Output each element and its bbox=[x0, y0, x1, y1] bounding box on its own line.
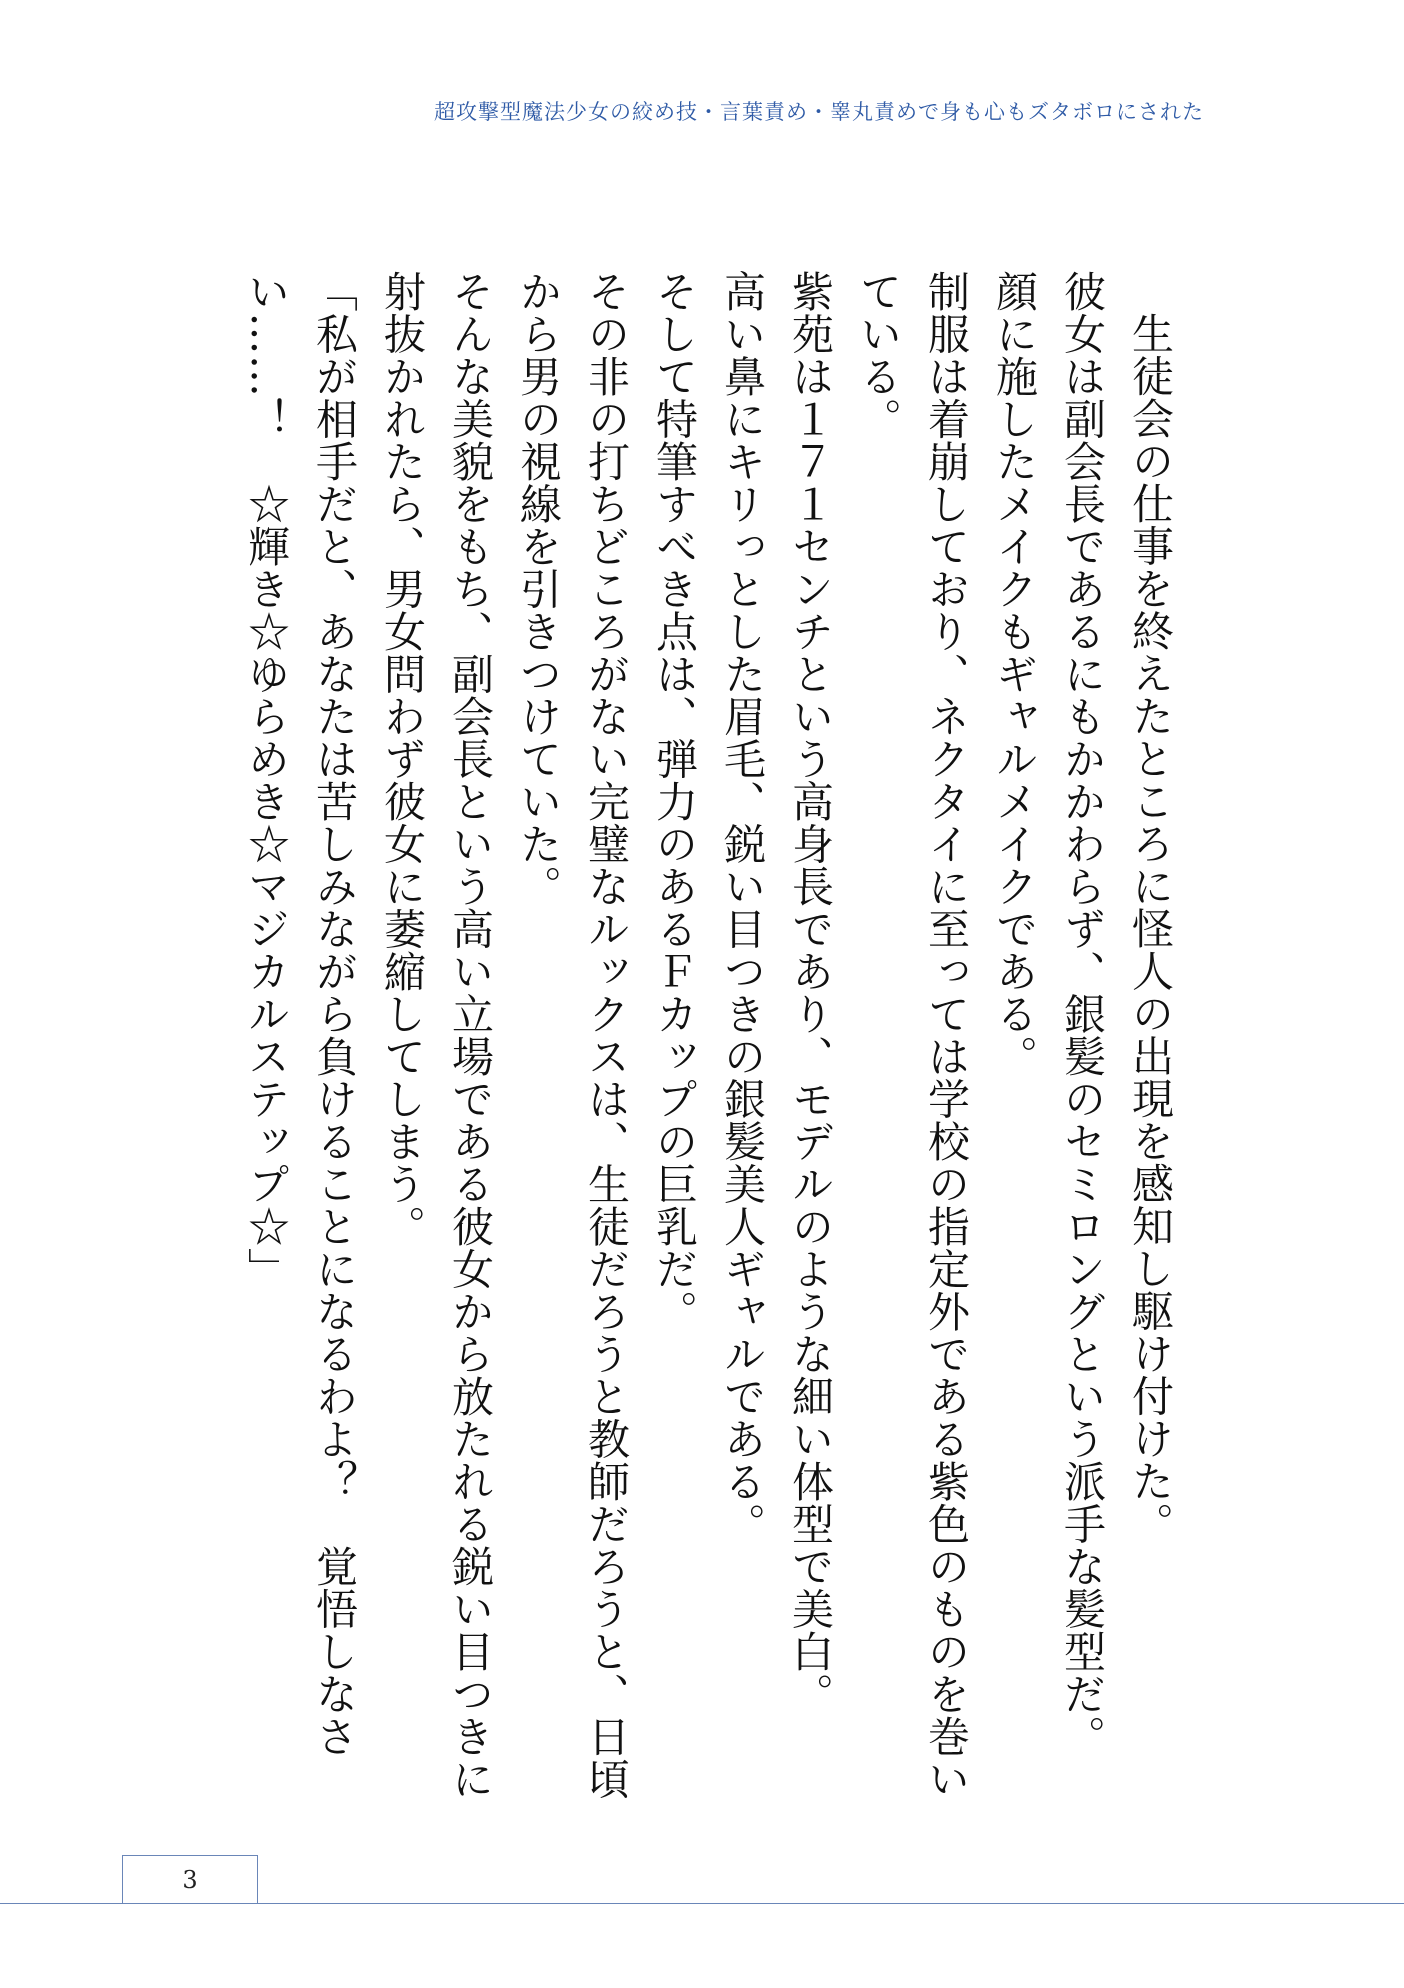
vertical-body-text bbox=[184, 270, 1184, 1830]
page-number: 3 bbox=[182, 1865, 198, 1894]
paragraph: 紫苑は１７１センチという高身長であり、モデルのような細い体型で美白。 bbox=[786, 270, 835, 1715]
footer-rule bbox=[0, 1903, 1404, 1904]
paragraph: 制服は着崩しており、ネクタイに至っては学校の指定外である紫色のものを巻いている。 bbox=[854, 270, 971, 1800]
paragraph: そして特筆すべき点は、弾力のあるＦカップの巨乳だ。 bbox=[650, 270, 699, 1333]
paragraph: 「私が相手だと、あなたは苦しみながら負けることになるわよ？ 覚悟しなさい……！ ☆輝き☆ゆらめき☆マジカルステップ☆」 bbox=[242, 270, 359, 1758]
running-header-title: 超攻撃型魔法少女の絞め技・言葉責め・睾丸責めで身も心もズタボロにされた bbox=[434, 100, 1204, 124]
paragraph: そんな美貌をもち、副会長という高い立場である彼女から放たれる鋭い目つきに射抜かれたら、男女問わず彼女に萎縮してしまう。 bbox=[378, 270, 495, 1800]
paragraph: 顔に施したメイクもギャルメイクである。 bbox=[990, 270, 1039, 1078]
paragraph: 生徒会の仕事を終えたところに怪人の出現を感知し駆け付けた。 bbox=[1126, 312, 1175, 1545]
paragraph: 高い鼻にキリっとした眉毛、鋭い目つきの銀髪美人ギャルである。 bbox=[718, 270, 767, 1545]
paragraph: 彼女は副会長であるにもかかわらず、銀髪のセミロングという派手な髪型だ。 bbox=[1058, 270, 1107, 1758]
paragraph: その非の打ちどころがない完璧なルックスは、生徒だろうと教師だろうと、日頃から男の視線を引きつけていた。 bbox=[514, 270, 631, 1800]
page-number-tab bbox=[122, 1855, 258, 1903]
